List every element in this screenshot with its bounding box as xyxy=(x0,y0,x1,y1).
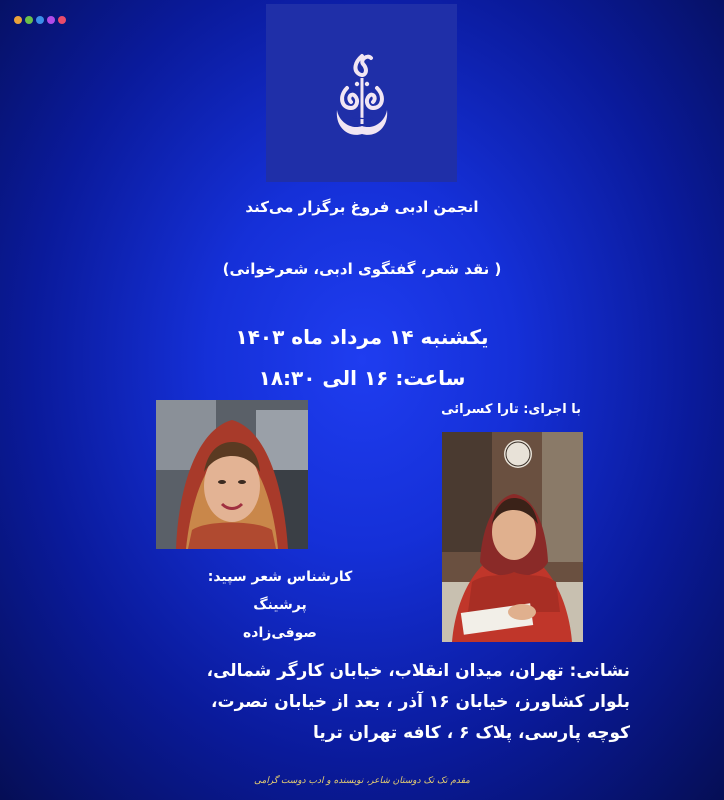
dot-blue xyxy=(36,16,44,24)
calligraphy-logo-icon xyxy=(327,38,397,148)
expert-photo xyxy=(156,400,308,549)
address-line3: کوچه پارسی، پلاک ۶ ، کافه تهران تریا xyxy=(313,723,630,743)
organizer-heading: انجمن ادبی فروغ برگزار می‌کند xyxy=(245,198,479,216)
logo-box xyxy=(266,4,457,182)
dot-green xyxy=(25,16,33,24)
event-date: یکشنبه ۱۴ مرداد ماه ۱۴۰۳ xyxy=(235,325,489,349)
performer-photo xyxy=(442,432,583,642)
dot-orange xyxy=(14,16,22,24)
dot-red xyxy=(58,16,66,24)
expert-label-line1: کارشناس شعر سپید: پرشینگ xyxy=(207,569,353,613)
dot-purple xyxy=(47,16,55,24)
footer-note: مقدم تک تک دوستان شاعر، نویسنده و ادب دوست گرامی xyxy=(254,776,470,786)
event-subtitle: ( نقد شعر، گفتگوی ادبی، شعرخوانی) xyxy=(222,260,502,278)
expert-label xyxy=(200,563,360,647)
expert-label-line2: صوفی‌زاده xyxy=(243,625,317,641)
address-line2: بلوار کشاورز، خیابان ۱۶ آذر ، بعد از خیابان نصرت، xyxy=(211,692,630,712)
event-time: ساعت: ۱۶ الی ۱۸:۳۰ xyxy=(258,366,466,390)
address-block xyxy=(90,656,630,749)
address-line1: نشانی: تهران، میدان انقلاب، خیابان کارگر شمالی، xyxy=(206,661,630,681)
performer-label: با اجرای: تارا کسرائی xyxy=(441,402,581,417)
color-dots xyxy=(14,16,66,24)
